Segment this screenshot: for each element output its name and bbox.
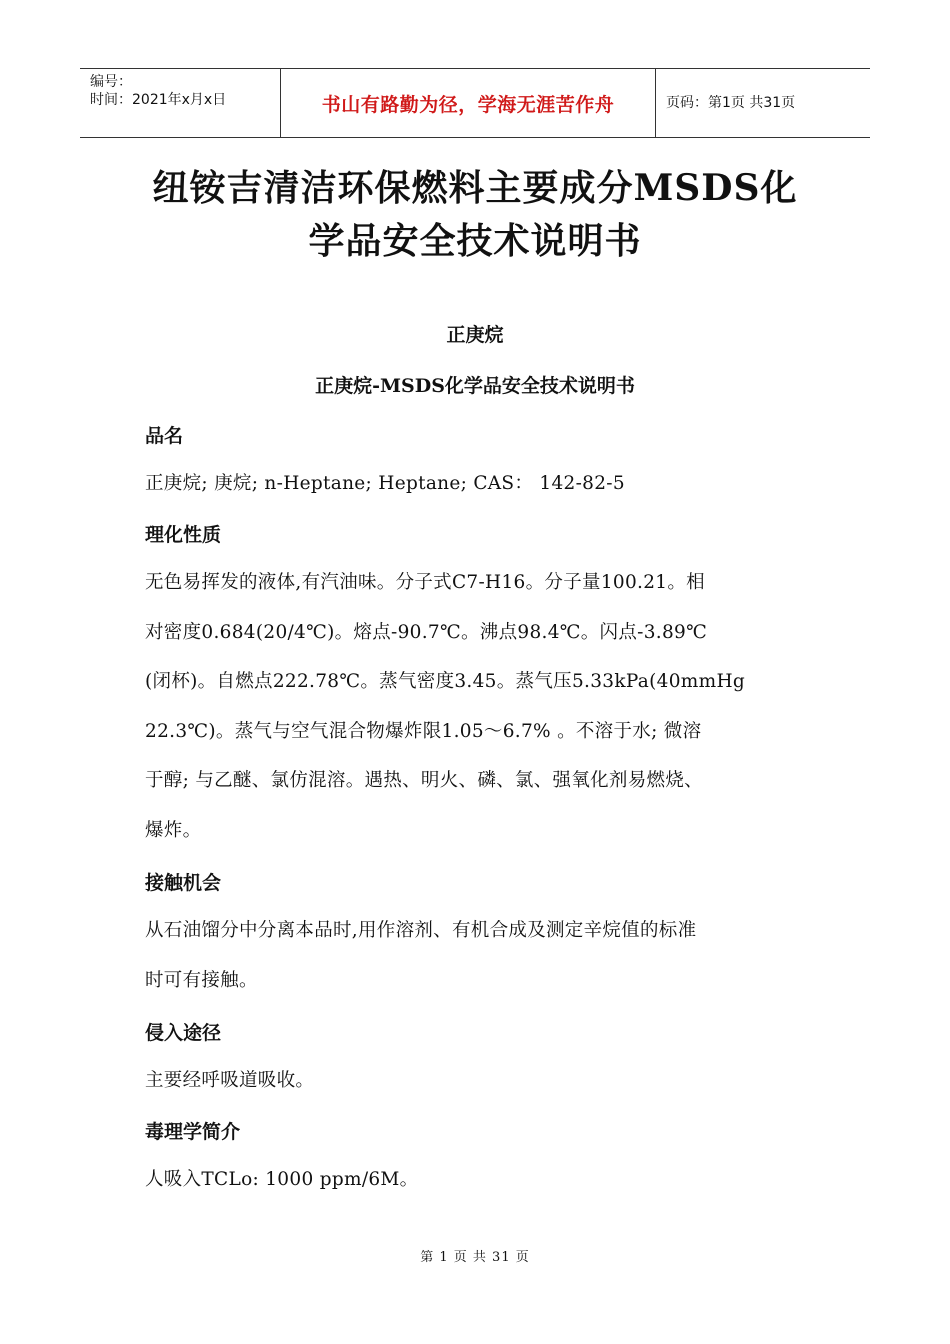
text-line: 正庚烷; 庚烷; n-Heptane; Heptane; CAS： 142-82-5	[145, 473, 625, 494]
text-line: 从石油馏分中分离本品时,用作溶剂、有机合成及测定辛烷值的标准	[145, 920, 697, 941]
document-title-line1: 纽铵吉清洁环保燃料主要成分MSDS化	[152, 167, 798, 209]
section-body-exposure	[145, 906, 835, 1005]
page-header	[80, 68, 870, 138]
document-subtitle: 正庚烷-MSDS化学品安全技术说明书	[315, 375, 635, 397]
section-heading-route: 侵入途径	[145, 1022, 222, 1044]
text-line: 于醇; 与乙醚、氯仿混溶。遇热、明火、磷、氯、强氧化剂易燃烧、	[145, 770, 703, 791]
number-label: 编号：	[90, 74, 132, 90]
section-body-product-name	[145, 459, 835, 509]
motto-text: 书山有路勤为径，学海无涯苦作舟	[321, 93, 615, 116]
section-heading-product-name: 品名	[145, 425, 184, 447]
text-line: 主要经呼吸道吸收。	[145, 1070, 315, 1091]
section-heading-properties: 理化性质	[145, 524, 222, 546]
text-line: 人吸入TCLo: 1000 ppm/6M。	[145, 1169, 419, 1190]
section-body-toxicology	[145, 1155, 835, 1205]
header-motto-cell	[280, 69, 656, 137]
text-line: 爆炸。	[145, 819, 202, 841]
document-title-line2: 学品安全技术说明书	[308, 220, 642, 262]
text-line: 22.3℃)。蒸气与空气混合物爆炸限1.05～6.7% 。不溶于水; 微溶	[145, 720, 702, 742]
section-body-route	[145, 1056, 835, 1106]
page-info: 页码：第1页 共31页	[666, 94, 796, 111]
text-line: (闭杯)。自燃点222.78℃。蒸气密度3.45。蒸气压5.33kPa(40mmHg	[145, 671, 746, 692]
header-meta	[80, 69, 280, 137]
time-label: 时间：2021年x月x日	[90, 92, 227, 108]
chemical-name: 正庚烷	[446, 324, 504, 346]
section-heading-toxicology: 毒理学简介	[145, 1121, 241, 1143]
page-footer: 第 1 页 共 31 页	[420, 1250, 530, 1265]
text-line: 无色易挥发的液体,有汽油味。分子式C7-H16。分子量100.21。相	[145, 572, 705, 593]
text-line: 时可有接触。	[145, 969, 258, 991]
header-page-cell	[656, 69, 870, 137]
section-heading-exposure: 接触机会	[145, 872, 222, 894]
text-line: 对密度0.684(20/4℃)。熔点-90.7℃。沸点98.4℃。闪点-3.89℃	[145, 621, 708, 643]
section-body-properties	[145, 558, 835, 855]
